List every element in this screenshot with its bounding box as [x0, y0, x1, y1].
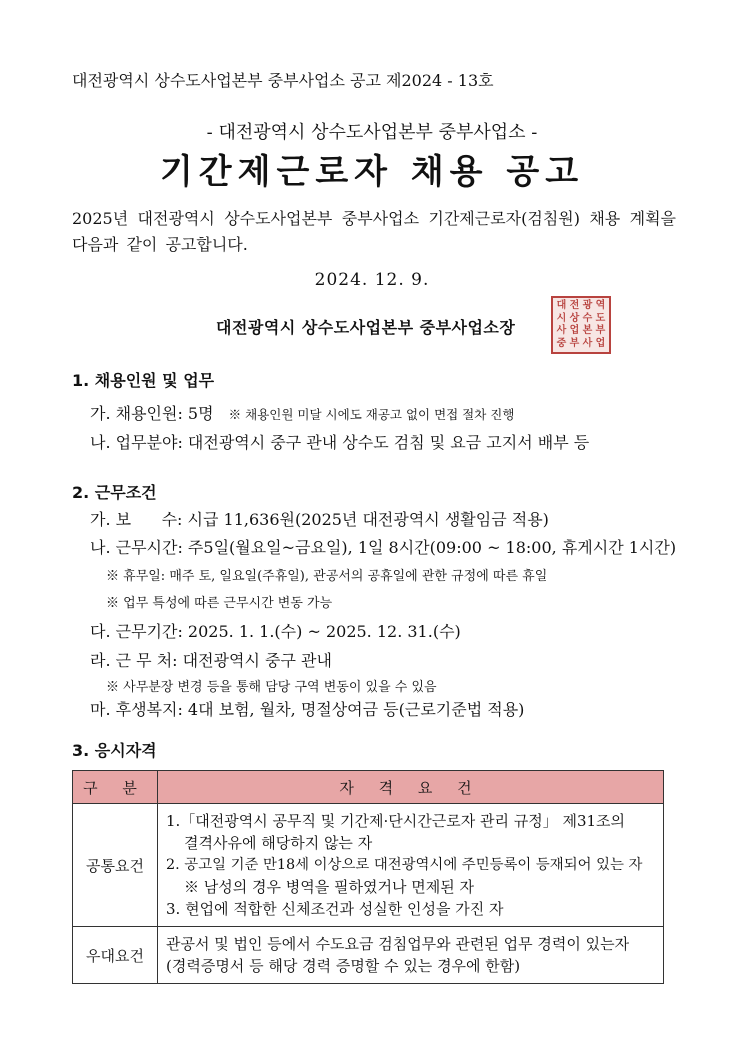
work-field: 나. 업무분야: 대전광역시 중구 관내 상수도 검침 및 요금 고지서 배부 등 [90, 433, 590, 452]
seal-character: 전 [569, 300, 580, 311]
requirement-line: 결격사유에 해당하지 않는 자 [184, 834, 373, 852]
notice-date: 2024. 12. 9. [314, 270, 430, 290]
notice-number: 대전광역시 상수도사업본부 중부사업소 공고 제2024 - 13호 [72, 71, 494, 90]
table-row [73, 927, 664, 984]
requirement-line: ※ 남성의 경우 병역을 필하였거나 면제된 자 [184, 878, 474, 896]
official-seal [551, 296, 611, 354]
seal-character: 역 [595, 300, 606, 311]
seal-character: 본 [582, 325, 593, 336]
section-heading-conditions: 2. 근무조건 [72, 483, 157, 502]
table-header-row [73, 771, 664, 804]
requirement-line: 관공서 및 법인 등에서 수도요금 검침업무와 관련된 업무 경력이 있는자 [166, 935, 630, 953]
hours-note-variation: ※ 업무 특성에 따른 근무시간 변동 가능 [106, 596, 333, 611]
intro-paragraph: 2025년 대전광역시 상수도사업본부 중부사업소 기간제근로자(검침원) 채용 계획을 다음과 같이 공고합니다. [72, 209, 676, 254]
welfare-item: 마. 후생복지: 4대 보험, 월차, 명절상여금 등(근로기준법 적용) [90, 700, 525, 719]
seal-character: 업 [595, 337, 606, 349]
section-heading-recruitment: 1. 채용인원 및 업무 [72, 371, 215, 390]
table-header-category: 구 분 [73, 771, 158, 804]
recruit-count-text: 가. 채용인원: 5명 [90, 404, 214, 423]
seal-character: 광 [582, 300, 593, 311]
qualification-table [72, 770, 664, 984]
seal-character: 부 [595, 325, 606, 336]
table-row-category: 우대요건 [73, 927, 158, 984]
period-item: 다. 근무기간: 2025. 1. 1.(수) ~ 2025. 12. 31.(수) [90, 622, 461, 641]
hours-item: 나. 근무시간: 주5일(월요일~금요일), 1일 8시간(09:00 ~ 18:00, 휴게시간 1시간) [90, 538, 677, 557]
section-heading-qualifications: 3. 응시자격 [72, 741, 157, 760]
seal-character: 부 [569, 337, 580, 349]
issuer-name: 대전광역시 상수도사업본부 중부사업소장 [216, 318, 516, 337]
notice-subtitle: - 대전광역시 상수도사업본부 중부사업소 - [206, 122, 538, 143]
page-title: 기간제근로자 채용 공고 [159, 152, 585, 192]
table-row-category: 공통요건 [73, 804, 158, 927]
place-item: 라. 근 무 처: 대전광역시 중구 관내 [90, 651, 332, 670]
seal-character: 사 [582, 337, 593, 349]
seal-character: 대 [556, 300, 567, 311]
seal-character: 도 [595, 312, 606, 324]
table-header-requirements: 자 격 요 건 [158, 771, 664, 804]
table-row-requirements [158, 927, 664, 984]
seal-character: 사 [556, 325, 567, 336]
requirement-line: 2. 공고일 기준 만18세 이상으로 대전광역시에 주민등록이 등재되어 있는 자 [166, 857, 643, 873]
recruit-count-note: ※ 채용인원 미달 시에도 재공고 없이 면접 절차 진행 [228, 407, 515, 422]
seal-character: 중 [556, 337, 567, 349]
seal-character: 수 [582, 312, 593, 324]
table-row [73, 804, 664, 927]
hours-note-holidays: ※ 휴무일: 매주 토, 일요일(주휴일), 관공서의 공휴일에 관한 규정에 따른 휴일 [106, 569, 548, 584]
place-note: ※ 사무분장 변경 등을 통해 담당 구역 변동이 있을 수 있음 [106, 680, 437, 695]
requirement-line: 1.「대전광역시 공무직 및 기간제·단시간근로자 관리 규정」 제31조의 [166, 812, 626, 830]
recruit-count [90, 401, 514, 424]
table-row-requirements [158, 804, 664, 927]
requirement-line: (경력증명서 등 해당 경력 증명할 수 있는 경우에 한함) [166, 957, 521, 975]
seal-character: 업 [569, 325, 580, 336]
pay-item: 가. 보 수: 시급 11,636원(2025년 대전광역시 생활임금 적용) [90, 510, 549, 529]
seal-character: 시 [556, 312, 567, 324]
requirement-line: 3. 현업에 적합한 신체조건과 성실한 인성을 가진 자 [166, 900, 504, 918]
seal-character: 상 [569, 312, 580, 324]
